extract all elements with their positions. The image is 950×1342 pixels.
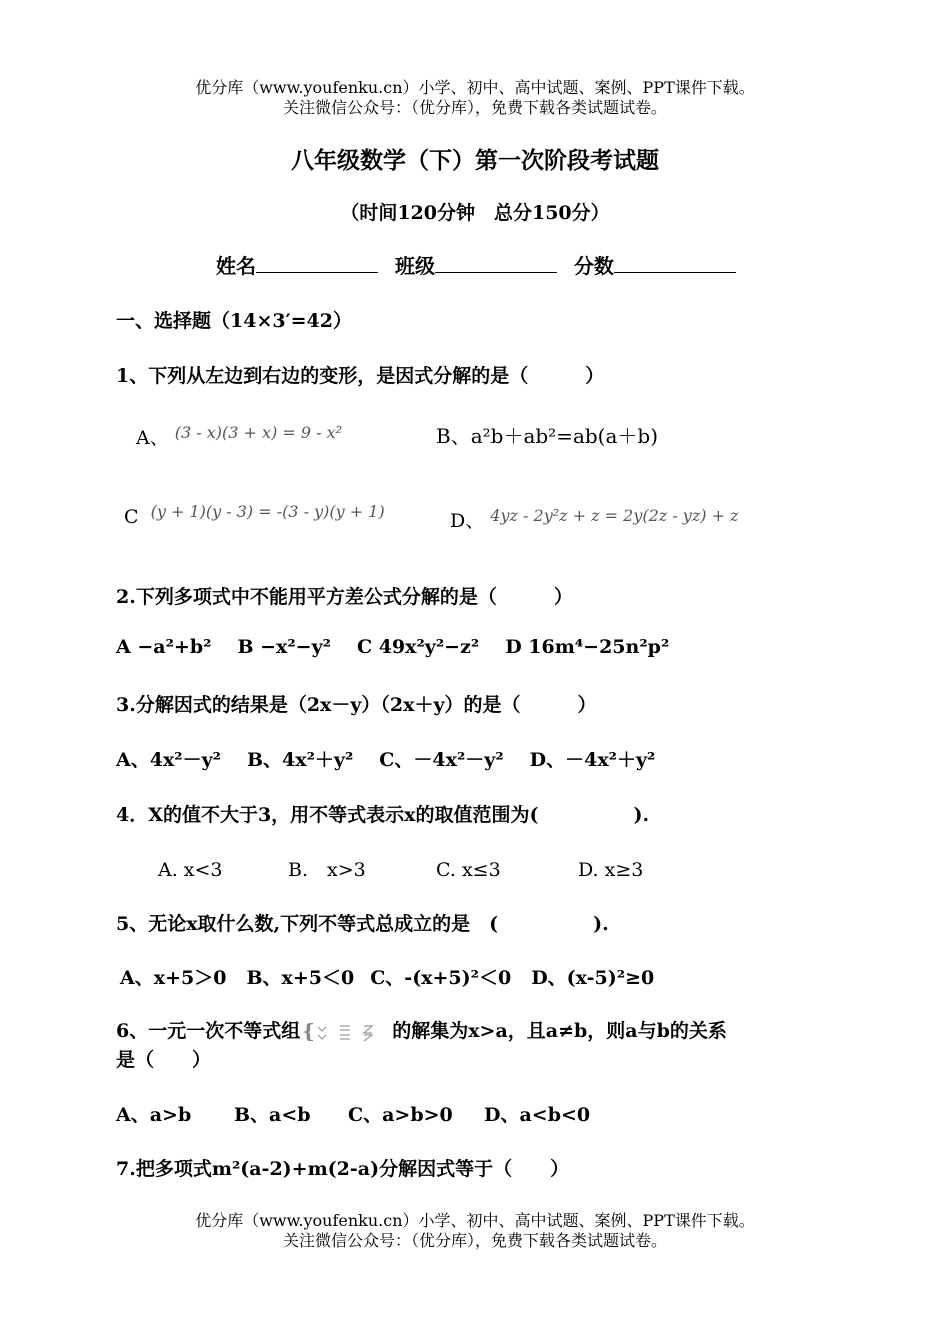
q4-option-c: C. x≤3 [436,859,501,881]
q4-option-a: A. x<3 [158,859,223,881]
q7-stem: 7.把多项式m²(a-2)+m(2-a)分解因式等于（ ） [116,1158,570,1180]
footer-line-2: 关注微信公众号：（优分库），免费下载各类试题试卷。 [282,1231,667,1250]
q4-option-d: D. x≥3 [578,859,644,881]
q2-option-a: A −a²+b² [116,636,212,658]
header-line-1: 优分库（www.youfenku.cn）小学、初中、高中试题、案例、PPT课件下载。 [195,78,755,97]
exam-title: 八年级数学（下）第一次阶段考试题 [291,147,659,174]
q1-option-b: B、a²b＋ab²=ab(a＋b) [436,424,659,448]
student-info-row [216,250,746,279]
q6-stem-line-2: 是（ ） [116,1049,212,1071]
q2-stem: 2.下列多项式中不能用平方差公式分解的是（ ） [116,586,573,608]
q1-a-label: A、 [136,427,169,449]
q1-a-math: (3 - x)(3 + x) = 9 - x² [174,423,343,442]
footer-line-1: 优分库（www.youfenku.cn）小学、初中、高中试题、案例、PPT课件下载。 [195,1211,755,1230]
q3-options [116,745,655,772]
q6-stem-post: 的解集为x>a，且a≠b，则a与b的关系 [392,1020,727,1042]
q1-d-math: 4yz - 2y²z + z = 2y(2z - yz) + z [490,506,739,525]
q5-option-a: A、x+5＞0 [120,967,227,989]
q2-option-b: B −x²−y² [237,636,331,658]
q6-inequality-system-image [300,1021,392,1043]
q6-option-c: C、a>b>0 [348,1104,453,1126]
q1-c-math: (y + 1)(y - 3) = -(3 - y)(y + 1) [150,502,385,521]
q6-option-d: D、a<b<0 [484,1104,591,1126]
q3-option-a: A、4x²－y² [116,749,221,771]
q5-option-d: D、(x-5)²≥0 [531,967,655,989]
q1-option-a [136,423,342,450]
q1-stem: 1、下列从左边到右边的变形，是因式分解的是（ ） [116,365,605,387]
class-label: 班级 [394,254,435,278]
q2-option-c: C 49x²y²−z² [356,636,480,658]
q6-stem [116,1016,727,1043]
q5-options [120,963,654,990]
q2-options [116,636,669,658]
q4-option-b: B. x>3 [288,859,366,881]
q6-option-b: B、a<b [234,1104,311,1126]
q4-stem: 4．X的值不大于3，用不等式表示x的取值范围为( ). [116,804,650,826]
q1-option-d [450,506,739,533]
section-heading: 一、选择题（14×3′=42） [116,310,352,332]
q1-c-label: C [124,506,139,528]
q6-option-a: A、a>b [116,1104,192,1126]
q5-option-c: C、-(x+5)²＜0 [370,967,512,989]
q2-option-d: D 16m⁴−25n²p² [505,636,670,658]
q3-option-c: C、－4x²－y² [379,749,504,771]
name-blank[interactable] [256,254,378,273]
q6-stem-pre: 6、一元一次不等式组 [116,1020,301,1042]
score-label: 分数 [573,254,614,278]
q3-option-b: B、4x²＋y² [246,749,354,771]
q4-options [158,855,643,882]
svg-text:{: { [302,1021,316,1043]
q3-option-d: D、－4x²＋y² [529,749,656,771]
q1-d-label: D、 [450,510,485,532]
exam-subtitle: （时间120分钟 总分150分） [340,202,610,224]
score-blank[interactable] [614,254,736,273]
q1-option-c [124,502,385,528]
q3-stem: 3.分解因式的结果是（2x－y）（2x＋y）的是（ ） [116,694,597,716]
name-label: 姓名 [216,254,256,278]
q5-option-b: B、x+5＜0 [246,967,355,989]
q6-options [116,1100,590,1127]
class-blank[interactable] [435,254,557,273]
q5-stem: 5、无论x取什么数,下列不等式总成立的是 ( ). [116,913,609,935]
header-line-2: 关注微信公众号：（优分库），免费下载各类试题试卷。 [282,98,667,117]
